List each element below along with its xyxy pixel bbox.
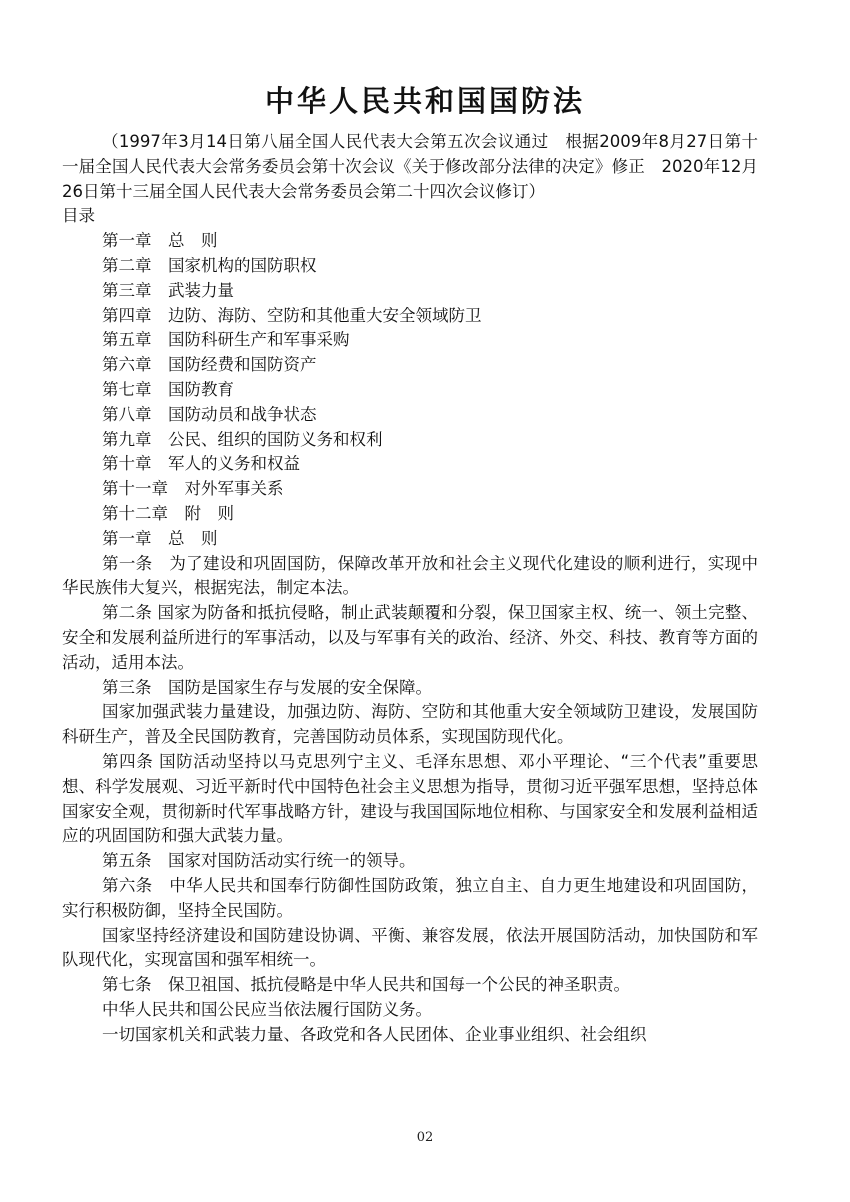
chapter-heading: 第一章 总 则 (102, 528, 218, 548)
toc-item: 第五章 国防科研生产和军事采购 (102, 330, 350, 350)
article-paragraph: 第三条 国防是国家生存与发展的安全保障。 (102, 677, 432, 697)
toc-item: 第一章 总 则 (102, 231, 218, 251)
toc-item: 第十二章 附 则 (102, 503, 234, 523)
article-paragraph: 第二条 国家为防备和抵抗侵略，制止武装颠覆和分裂，保卫国家主权、统一、领土完整、安全和发展利益所进行的军事活动，以及与军事有关的政治、经济、外交、科技、教育等方面的活动，适用本法。 (62, 603, 758, 672)
toc-item: 第十一章 对外军事关系 (102, 479, 284, 499)
article-paragraph: 第一条 为了建设和巩固国防，保障改革开放和社会主义现代化建设的顺利进行，实现中华民族伟大复兴，根据宪法，制定本法。 (62, 553, 758, 598)
article-paragraph: 一切国家机关和武装力量、各政党和各人民团体、企业事业组织、社会组织 (102, 1024, 647, 1044)
toc-item: 第三章 武装力量 (102, 280, 234, 300)
toc-label: 目录 (62, 206, 95, 226)
toc-item: 第四章 边防、海防、空防和其他重大安全领域防卫 (102, 305, 482, 325)
toc-item: 第八章 国防动员和战争状态 (102, 404, 317, 424)
toc-item: 第七章 国防教育 (102, 379, 234, 399)
toc-item: 第二章 国家机构的国防职权 (102, 255, 317, 275)
toc-item: 第十章 军人的义务和权益 (102, 454, 300, 474)
toc-item: 第九章 公民、组织的国防义务和权利 (102, 429, 383, 449)
article-paragraph: 第五条 国家对国防活动实行统一的领导。 (102, 851, 416, 871)
preamble: （1997年3月14日第八届全国人民代表大会第五次会议通过 根据2009年8月27日第十一届全国人民代表大会常务委员会第十次会议《关于修改部分法律的决定》修正 2020年12月26日第十三届全国人民代表大会常务委员会第二十四次会议修订） (62, 132, 758, 201)
article-paragraph: 第六条 中华人民共和国奉行防御性国防政策，独立自主、自力更生地建设和巩固国防，实行积极防御，坚持全民国防。 (62, 875, 758, 920)
page-number: 02 (416, 1130, 434, 1145)
table-of-contents (62, 229, 758, 527)
document-body (62, 130, 758, 1047)
articles (62, 552, 758, 1048)
article-paragraph: 中华人民共和国公民应当依法履行国防义务。 (102, 999, 432, 1019)
article-paragraph: 第七条 保卫祖国、抵抗侵略是中华人民共和国每一个公民的神圣职责。 (102, 975, 630, 995)
article-paragraph: 国家坚持经济建设和国防建设协调、平衡、兼容发展，依法开展国防活动，加快国防和军队现代化，实现富国和强军相统一。 (62, 925, 758, 970)
document-title: 中华人民共和国国防法 (264, 84, 585, 118)
article-paragraph: 第四条 国防活动坚持以马克思列宁主义、毛泽东思想、邓小平理论、“三个代表”重要思想、科学发展观、习近平新时代中国特色社会主义思想为指导，贯彻习近平强军思想，坚持总体国家安全观，贯彻新时代军事战略方针，建设与我国国际地位相称、与国家安全和发展利益相适应的巩固国防和强大武装力量。 (62, 751, 758, 846)
article-paragraph: 国家加强武装力量建设，加强边防、海防、空防和其他重大安全领域防卫建设，发展国防科研生产，普及全民国防教育，完善国防动员体系，实现国防现代化。 (62, 702, 758, 747)
toc-item: 第六章 国防经费和国防资产 (102, 355, 317, 375)
